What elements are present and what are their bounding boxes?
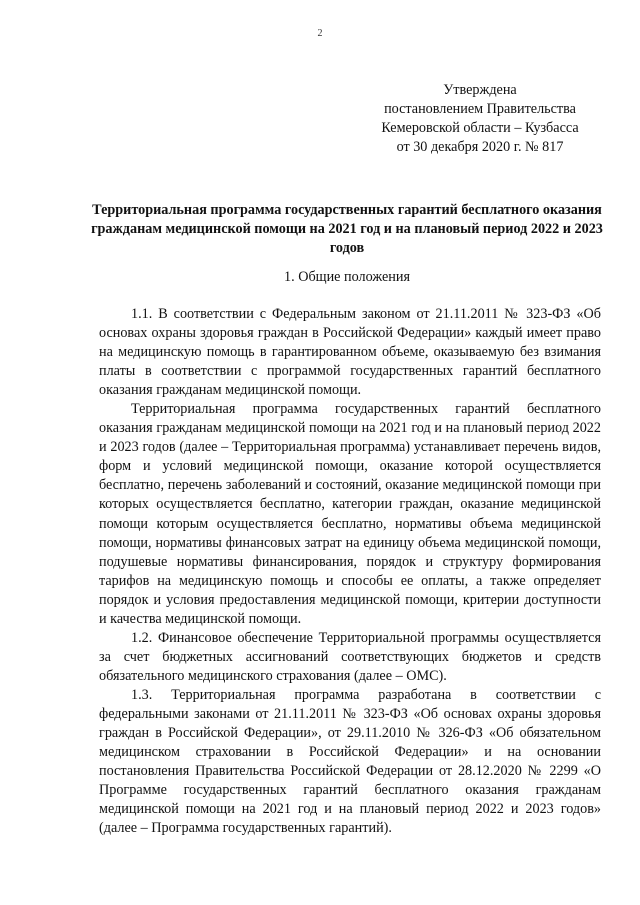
document-body [99,305,601,838]
approval-line: Утверждена [443,82,517,98]
paragraph: 1.1. В соответствии с Федеральным законом от 21.11.2011 № 323-ФЗ «Об основах охраны здоровья граждан в Российской Федерации» каждый имеет право на медицинскую помощь в гарантированном объеме, оказываемую без взимания платы в соответствии с программой государственных гарантий бесплатного оказания гражданам медицинской помощи. [99,306,601,399]
page-number: 2 [317,28,323,39]
approval-block [355,81,605,157]
paragraph: 1.2. Финансовое обеспечение Территориальной программы осуществляется за счет бюджетных ассигнований соответствующих бюджетов и средств обязательного медицинского страхования (далее – ОМС). [99,629,601,684]
section-heading: 1. Общие положения [284,269,410,285]
approval-line: от 30 декабря 2020 г. № 817 [396,139,564,155]
approval-line: постановлением Правительства [384,101,576,117]
document-title: Территориальная программа государственных гарантий бесплатного оказания гражданам медицинской помощи на 2021 год и на плановый период 2022 и 2023 годов [91,202,603,256]
approval-line: Кемеровской области – Кузбасса [381,120,579,136]
paragraph: Территориальная программа государственных гарантий бесплатного оказания гражданам медицинской помощи на 2021 год и на плановый период 2022 и 2023 годов (далее – Территориальная программа) устанавливает перечень видов, форм и условий медицинской помощи, оказание которой осуществляется бесплатно, перечень заболеваний и состояний, оказание медицинской помощи при которых осуществляется бесплатно, категории граждан, оказание медицинской помощи которым осуществляется бесплатно, нормативы объема медицинской помощи, нормативы финансовых затрат на единицу объема медицинской помощи, подушевые нормативы финансирования, порядок и структуру формирования тарифов на медицинскую помощь и способы ее оплаты, а также определяет порядок и условия предоставления медицинской помощи, критерии доступности и качества медицинской помощи. [99,401,601,627]
paragraph: 1.3. Территориальная программа разработана в соответствии с федеральными законами от 21.11.2011 № 323-ФЗ «Об основах охраны здоровья граждан в Российской Федерации», от 29.11.2010 № 326-ФЗ «Об обязательном медицинском страховании в Российской Федерации» и на основании постановления Правительства Российской Федерации от 28.12.2020 № 2299 «О Программе государственных гарантий бесплатного оказания гражданам медицинской помощи на 2021 год и на плановый период 2022 и 2023 годов» (далее – Программа государственных гарантий). [99,686,601,837]
